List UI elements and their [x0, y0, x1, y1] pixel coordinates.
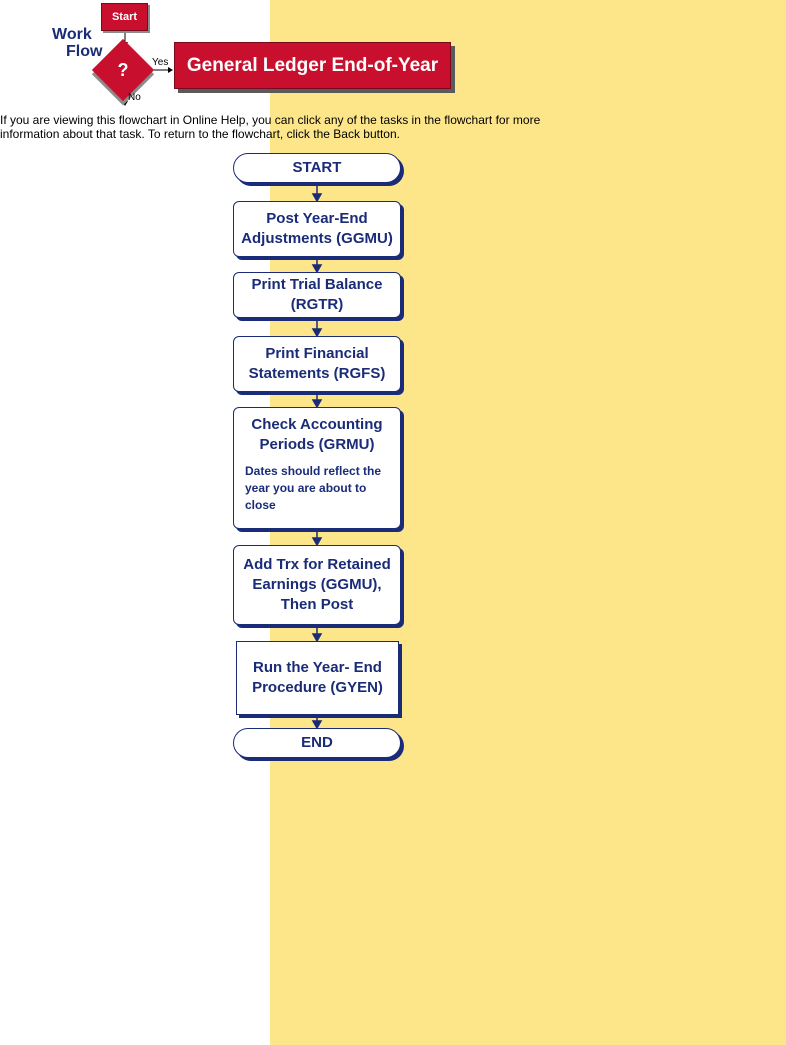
flow-start-node: START — [233, 153, 401, 183]
logo-work-text: Work — [52, 26, 92, 43]
flow-end-node: END — [233, 728, 401, 758]
flow-step-note: Dates should reflect the year you are about to close — [245, 464, 382, 512]
flow-step-label: Print Trial Balance (RGTR) — [251, 276, 383, 313]
logo-question-mark: ? — [117, 59, 129, 80]
flow-step-post-year-end-adjustments[interactable] — [233, 201, 401, 257]
flow-step-label: Post Year-End Adjustments (GGMU) — [241, 210, 393, 247]
flow-step-label: Check Accounting Periods (GRMU) — [251, 416, 383, 453]
flow-step-check-accounting-periods[interactable] — [233, 407, 401, 529]
flow-step-print-trial-balance[interactable] — [233, 272, 401, 318]
logo-no-label: No — [128, 92, 141, 103]
logo-flow-text: Flow — [66, 43, 103, 60]
intro-text: If you are viewing this flowchart in Online Help, you can click any of the tasks in the flowchart for more information about that task. To return to the flowchart, click the Back button. — [0, 113, 541, 141]
flow-step-run-year-end-procedure[interactable] — [236, 641, 399, 715]
flow-step-label: Print Financial Statements (RGFS) — [248, 345, 386, 382]
logo-yes-label: Yes — [152, 57, 169, 68]
flow-step-label: Run the Year- End Procedure (GYEN) — [252, 659, 383, 696]
flow-step-print-financial-statements[interactable] — [233, 336, 401, 392]
logo-start-box: Start — [101, 3, 148, 31]
page-title-banner: General Ledger End-of-Year — [174, 42, 451, 89]
flow-step-add-retained-earnings[interactable] — [233, 545, 401, 625]
flow-step-label: Add Trx for Retained Earnings (GGMU), Then Post — [243, 556, 391, 613]
